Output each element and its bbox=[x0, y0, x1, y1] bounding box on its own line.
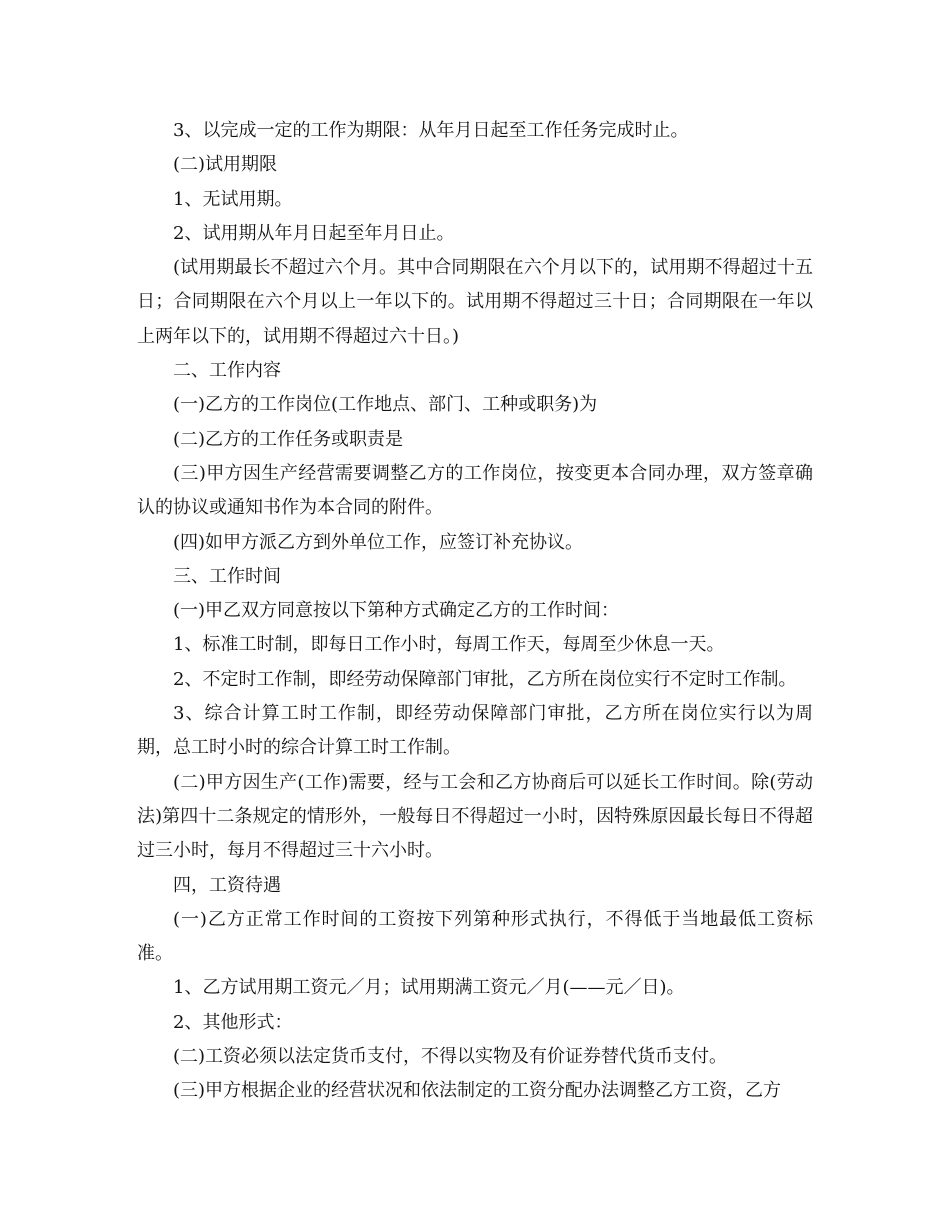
paragraph: 3、综合计算工时工作制，即经劳动保障部门审批，乙方所在岗位实行以为周期，总工时小时的综合计算工时工作制。 bbox=[137, 703, 813, 759]
document-body bbox=[137, 114, 813, 1109]
paragraph: 2、不定时工作制，即经劳动保障部门审批，乙方所在岗位实行不定时工作制。 bbox=[173, 668, 797, 690]
paragraph: (二)乙方的工作任务或职责是 bbox=[173, 428, 404, 450]
paragraph: 1、乙方试用期工资元／月；试用期满工资元／月(——元／日)。 bbox=[173, 977, 685, 999]
paragraph: (试用期最长不超过六个月。其中合同期限在六个月以下的，试用期不得超过十五日；合同期限在六个月以上一年以下的。试用期不得超过三十日；合同期限在一年以上两年以下的，试用期不得超过六十日。) bbox=[137, 257, 813, 347]
paragraph: (一)甲乙双方同意按以下第种方式确定乙方的工作时间： bbox=[173, 600, 620, 622]
paragraph: (四)如甲方派乙方到外单位工作，应签订补充协议。 bbox=[173, 531, 584, 553]
paragraph: (一)乙方的工作岗位(工作地点、部门、工种或职务)为 bbox=[173, 394, 598, 416]
paragraph: (三)甲方根据企业的经营状况和依法制定的工资分配办法调整乙方工资，乙方 bbox=[173, 1080, 782, 1102]
paragraph: (二)工资必须以法定货币支付，不得以实物及有价证券替代货币支付。 bbox=[173, 1046, 728, 1068]
section-heading: 四，工资待遇 bbox=[173, 874, 281, 896]
section-heading: 三、工作时间 bbox=[173, 565, 281, 587]
paragraph: 3、以完成一定的工作为期限：从年月日起至工作任务完成时止。 bbox=[173, 120, 689, 141]
paragraph: 2、试用期从年月日起至年月日止。 bbox=[173, 222, 455, 244]
paragraph: 1、标准工时制，即每日工作小时，每周工作天，每周至少休息一天。 bbox=[173, 634, 725, 656]
section-heading: 二、工作内容 bbox=[173, 360, 281, 382]
paragraph: 1、无试用期。 bbox=[173, 188, 293, 210]
paragraph: (二)甲方因生产(工作)需要，经与工会和乙方协商后可以延长工作时间。除(劳动法)第四十二条规定的情形外，一般每日不得超过一小时，因特殊原因最长每日不得超过三小时，每月不得超过三十六小时。 bbox=[137, 771, 813, 862]
paragraph: (三)甲方因生产经营需要调整乙方的工作岗位，按变更本合同办理，双方签章确认的协议或通知书作为本合同的附件。 bbox=[137, 462, 813, 519]
paragraph: 2、其他形式： bbox=[173, 1011, 293, 1033]
section-heading: (二)试用期限 bbox=[173, 154, 278, 176]
paragraph: (一)乙方正常工作时间的工资按下列第种形式执行，不得低于当地最低工资标准。 bbox=[137, 908, 813, 965]
